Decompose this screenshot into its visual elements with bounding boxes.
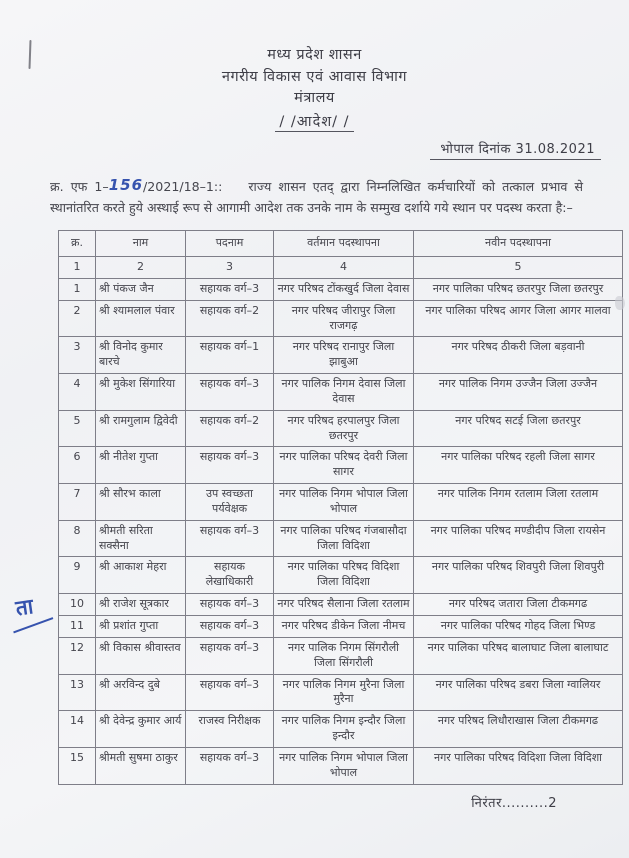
- table-row: [59, 616, 623, 638]
- table-cell: सहायक वर्ग–3: [186, 594, 274, 616]
- table-cell: नगर परिषद जीरापुर जिला राजगढ़: [274, 300, 414, 337]
- table-cell: श्री नीतेश गुप्ता: [96, 447, 186, 484]
- table-cell: श्री विकास श्रीवास्तव: [96, 637, 186, 674]
- table-cell: नगर परिषद हरपालपुर जिला छतरपुर: [274, 410, 414, 447]
- table-cell: नगर पालिका परिषद विदिशा जिला विदिशा: [274, 557, 414, 594]
- transfer-table-body: [59, 278, 623, 784]
- table-cell: नगर परिषद डीकेन जिला नीमच: [274, 616, 414, 638]
- table-row: [59, 747, 623, 784]
- table-row: [59, 637, 623, 674]
- table-cell: सहायक वर्ग–3: [186, 616, 274, 638]
- table-row: [59, 278, 623, 300]
- table-cell: 14: [59, 711, 96, 748]
- table-cell: नगर पालिका परिषद रहली जिला सागर: [414, 447, 623, 484]
- table-cell: श्री मुकेश सिंगारिया: [96, 374, 186, 411]
- table-cell: राजस्व निरीक्षक: [186, 711, 274, 748]
- table-cell: नगर पालिका परिषद बालाघाट जिला बालाघाट: [414, 637, 623, 674]
- table-row: [59, 674, 623, 711]
- document-header: [0, 0, 629, 132]
- table-cell: नगर परिषद जतारा जिला टीकमगढ: [414, 594, 623, 616]
- table-cell: नगर पालिक निगम इन्दौर जिला इन्दौर: [274, 711, 414, 748]
- place-date: भोपाल दिनांक 31.08.2021: [430, 139, 601, 160]
- margin-note-text: ता: [14, 594, 35, 621]
- table-cell: सहायक वर्ग–2: [186, 410, 274, 447]
- table-cell: नगर परिषद ठीकरी जिला बड़वानी: [414, 337, 623, 374]
- table-cell: नगर पालिक निगम मुरैना जिला मुरैना: [274, 674, 414, 711]
- table-cell: उप स्वच्छता पर्यवेक्षक: [186, 484, 274, 521]
- table-cell: श्री आकाश मेहरा: [96, 557, 186, 594]
- table-row: [59, 711, 623, 748]
- table-cell: नगर परिषद लिधौराखास जिला टीकमगढ: [414, 711, 623, 748]
- table-cell: नगर पालिक निगम सिंगरौली जिला सिंगरौली: [274, 637, 414, 674]
- table-cell: श्री विनोद कुमार बारचे: [96, 337, 186, 374]
- table-cell: नगर पालिक निगम उज्जैन जिला उज्जैन: [414, 374, 623, 411]
- table-row: [59, 300, 623, 337]
- table-cell: 7: [59, 484, 96, 521]
- table-cell: श्री अरविन्द दुबे: [96, 674, 186, 711]
- table-row: [59, 447, 623, 484]
- column-header: क्र.: [59, 231, 96, 257]
- table-cell: 9: [59, 557, 96, 594]
- table-cell: सहायक वर्ग–3: [186, 637, 274, 674]
- reference-number-suffix: /2021/18–1::: [143, 179, 223, 194]
- table-cell: 3: [59, 337, 96, 374]
- scan-smudge: [615, 296, 625, 310]
- table-row: [59, 594, 623, 616]
- table-cell: नगर परिषद टोंकखुर्द जिला देवास: [274, 278, 414, 300]
- government-name: मध्य प्रदेश शासन: [267, 47, 362, 63]
- table-cell: 8: [59, 520, 96, 557]
- continuation-note: निरंतर..........2: [471, 795, 557, 811]
- table-cell: 5: [59, 410, 96, 447]
- table-cell: नगर पालिका परिषद शिवपुरी जिला शिवपुरी: [414, 557, 623, 594]
- table-cell: सहायक वर्ग–3: [186, 278, 274, 300]
- table-row: [59, 410, 623, 447]
- table-cell: श्री सौरभ काला: [96, 484, 186, 521]
- table-cell: नगर परिषद सैलाना जिला रतलाम: [274, 594, 414, 616]
- table-row: [59, 374, 623, 411]
- column-header: नवीन पदस्थापना: [414, 231, 623, 257]
- table-cell: श्री देवेन्द्र कुमार आर्य: [96, 711, 186, 748]
- table-cell: सहायक वर्ग–1: [186, 337, 274, 374]
- table-row: [59, 520, 623, 557]
- table-cell: सहायक वर्ग–3: [186, 674, 274, 711]
- table-cell: 11: [59, 616, 96, 638]
- column-number: 2: [96, 256, 186, 278]
- table-cell: 10: [59, 594, 96, 616]
- table-cell: श्रीमती सुषमा ठाकुर: [96, 747, 186, 784]
- table-cell: श्री पंकज जैन: [96, 278, 186, 300]
- table-cell: नगर पालिक निगम भोपाल जिला भोपाल: [274, 747, 414, 784]
- table-cell: नगर पालिका परिषद मण्डीदीप जिला रायसेन: [414, 520, 623, 557]
- table-cell: नगर पालिक निगम रतलाम जिला रतलाम: [414, 484, 623, 521]
- table-cell: सहायक वर्ग–3: [186, 447, 274, 484]
- table-cell: श्री राजेश सूत्रकार: [96, 594, 186, 616]
- column-number-row: [59, 256, 623, 278]
- order-body-paragraph: [50, 174, 583, 218]
- table-cell: 12: [59, 637, 96, 674]
- table-cell: 2: [59, 300, 96, 337]
- table-cell: सहायक वर्ग–3: [186, 520, 274, 557]
- column-header: नाम: [96, 231, 186, 257]
- table-cell: नगर पालिका परिषद गंजबासौदा जिला विदिशा: [274, 520, 414, 557]
- place-date-row: [0, 138, 629, 160]
- table-cell: नगर पालिका परिषद देवरी जिला सागर: [274, 447, 414, 484]
- department-name: नगरीय विकास एवं आवास विभाग: [221, 68, 408, 85]
- handwritten-margin-note: [14, 590, 54, 629]
- table-row: [59, 557, 623, 594]
- order-body-text: राज्य शासन एतद् द्वारा निम्नलिखित कर्मचारियों को तत्काल प्रभाव से स्थानांतरित करते हुये अस्थाई रूप से आगामी आदेश तक उनके नाम के सम्मुख दर्शाये गये स्थान पर पदस्थ करता है:–: [50, 179, 583, 215]
- table-header-row: [59, 231, 623, 257]
- table-cell: श्री प्रशांत गुप्ता: [96, 616, 186, 638]
- column-number: 5: [414, 256, 623, 278]
- table-cell: 1: [59, 278, 96, 300]
- table-cell: सहायक लेखाधिकारी: [186, 557, 274, 594]
- table-cell: श्री रामगुलाम द्विवेदी: [96, 410, 186, 447]
- table-cell: नगर पालिका परिषद विदिशा जिला विदिशा: [414, 747, 623, 784]
- transfer-order-table: [58, 230, 623, 784]
- table-cell: सहायक वर्ग–3: [186, 374, 274, 411]
- table-cell: सहायक वर्ग–3: [186, 747, 274, 784]
- table-cell: 15: [59, 747, 96, 784]
- column-number: 3: [186, 256, 274, 278]
- table-cell: नगर पालिक निगम भोपाल जिला भोपाल: [274, 484, 414, 521]
- table-cell: 4: [59, 374, 96, 411]
- reference-number-prefix: क्र. एफ 1–: [50, 179, 109, 194]
- column-header: पदनाम: [186, 231, 274, 257]
- table-cell: श्री श्यामलाल पंवार: [96, 300, 186, 337]
- order-title: / /आदेश/ /: [275, 115, 353, 133]
- handwritten-reference-number: 156: [108, 176, 144, 194]
- table-cell: नगर परिषद रानापुर जिला झाबुआ: [274, 337, 414, 374]
- table-cell: नगर पालिका परिषद छतरपुर जिला छतरपुर: [414, 278, 623, 300]
- table-head: [59, 231, 623, 279]
- table-cell: नगर पालिका परिषद आगर जिला आगर मालवा: [414, 300, 623, 337]
- table-cell: 13: [59, 674, 96, 711]
- column-number: 1: [59, 256, 96, 278]
- column-number: 4: [274, 256, 414, 278]
- table-cell: नगर पालिक निगम देवास जिला देवास: [274, 374, 414, 411]
- table-cell: नगर पालिका परिषद गोहद जिला भिण्ड: [414, 616, 623, 638]
- table-cell: नगर पालिका परिषद डबरा जिला ग्वालियर: [414, 674, 623, 711]
- table-cell: 6: [59, 447, 96, 484]
- table-cell: नगर परिषद सटई जिला छतरपुर: [414, 410, 623, 447]
- table-cell: सहायक वर्ग–2: [186, 300, 274, 337]
- table-row: [59, 337, 623, 374]
- column-header: वर्तमान पदस्थापना: [274, 231, 414, 257]
- ministry-label: मंत्रालय: [294, 90, 335, 106]
- table-row: [59, 484, 623, 521]
- table-cell: श्रीमती सरिता सक्सैना: [96, 520, 186, 557]
